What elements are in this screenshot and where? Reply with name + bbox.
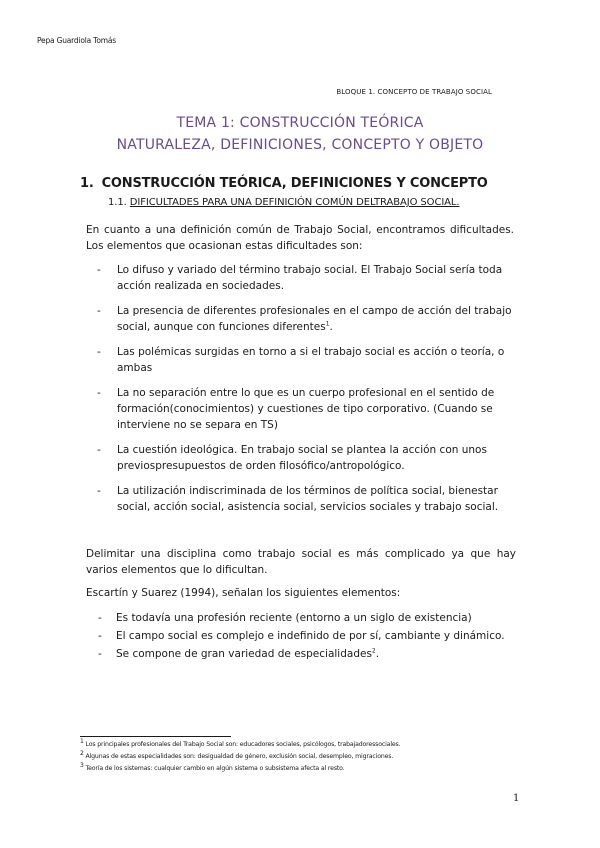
dash-bullet: - bbox=[98, 648, 102, 660]
list-item-text: Las polémicas surgidas en torno a si el trabajo social es acción o teoría, o ambas bbox=[117, 346, 505, 374]
footnote-mark: 3 bbox=[80, 761, 84, 769]
section-number: 1. bbox=[80, 176, 94, 191]
footnote-mark: 2 bbox=[80, 749, 84, 757]
list-item-text: El campo social es complejo e indefinido de por sí, cambiante y dinámico. bbox=[116, 630, 505, 642]
footnote bbox=[80, 749, 394, 760]
dash-bullet: - bbox=[97, 346, 101, 358]
intro-paragraph: En cuanto a una definición común de Trabajo Social, encontramos dificultades. Los elementos que ocasionan estas dificultades son: bbox=[86, 224, 514, 252]
footnote-text: Teoría de los sistemas: cualquier cambio en algún sistema o subsistema afecta al resto. bbox=[85, 765, 345, 772]
dash-bullet: - bbox=[98, 612, 102, 624]
list-item-text: Es todavía una profesión reciente (entorno a un siglo de existencia) bbox=[116, 612, 472, 624]
footnote-separator bbox=[80, 736, 231, 737]
footnote-mark: 1 bbox=[80, 737, 84, 745]
dash-bullet: - bbox=[97, 485, 101, 497]
list-item bbox=[86, 610, 506, 626]
list-item-text: Lo difuso y variado del término trabajo social. El Trabajo Social sería toda acción realizada en sociedades. bbox=[117, 264, 503, 292]
list-item-text-end: . bbox=[329, 321, 333, 333]
page-subtitle: NATURALEZA, DEFINICIONES, CONCEPTO Y OBJETO bbox=[116, 137, 484, 153]
list-item bbox=[86, 628, 506, 644]
list-item bbox=[86, 646, 506, 662]
list-item-text: La utilización indiscriminada de los términos de política social, bienestar social, acción social, asistencia social, servicios sociales y trabajo social. bbox=[117, 485, 499, 513]
citation-paragraph: Escartín y Suarez (1994), señalan los siguientes elementos: bbox=[86, 587, 401, 599]
list-item-text: Se compone de gran variedad de especialidades bbox=[116, 648, 372, 660]
footnote-ref[interactable]: 1 bbox=[325, 320, 330, 328]
header-block-label: BLOQUE 1. CONCEPTO DE TRABAJO SOCIAL bbox=[336, 88, 492, 96]
difficulties-list bbox=[86, 262, 516, 524]
footnote-text: Algunas de estas especialidades son: desigualdad de género, exclusión social, desempleo, migraciones. bbox=[85, 753, 394, 760]
dash-bullet: - bbox=[97, 387, 101, 399]
dash-bullet: - bbox=[97, 264, 101, 276]
footnote-text: Los principales profesionales del Trabajo Social son: educadores sociales, psicólogos, trabajadoressociales. bbox=[85, 741, 401, 748]
dash-bullet: - bbox=[97, 444, 101, 456]
list-item-text: La cuestión ideológica. En trabajo social se plantea la acción con unos previospresupuestos de orden filosófico/antropológico. bbox=[117, 444, 487, 472]
discipline-paragraph: Delimitar una disciplina como trabajo social es más complicado ya que hay varios elementos que lo dificultan. bbox=[86, 548, 516, 576]
subsection-heading bbox=[108, 197, 459, 208]
list-item bbox=[86, 344, 516, 376]
page-title: TEMA 1: CONSTRUCCIÓN TEÓRICA bbox=[176, 115, 424, 131]
section-heading-text: CONSTRUCCIÓN TEÓRICA, DEFINICIONES Y CONCEPTO bbox=[101, 176, 488, 191]
list-item bbox=[86, 262, 516, 294]
subsection-heading-text: DIFICULTADES PARA UNA DEFINICIÓN COMÚN DELTRABAJO SOCIAL. bbox=[129, 197, 460, 208]
dash-bullet: - bbox=[97, 305, 101, 317]
list-item bbox=[86, 303, 516, 335]
list-item-text-end: . bbox=[375, 648, 380, 660]
header-author: Pepa Guardiola Tomás bbox=[37, 36, 116, 45]
footnote-ref[interactable]: 2 bbox=[371, 647, 376, 655]
elements-list bbox=[86, 610, 506, 664]
page-number: 1 bbox=[513, 793, 520, 804]
list-item-text: La presencia de diferentes profesionales en el campo de acción del trabajo social, aunque con funciones diferentes bbox=[117, 305, 512, 333]
list-item bbox=[86, 483, 516, 515]
list-item-text: La no separación entre lo que es un cuerpo profesional en el sentido de formación(conocimientos) y cuestiones de tipo corporativo. (Cuando se interviene no se separa en TS) bbox=[117, 387, 495, 431]
list-item bbox=[86, 442, 516, 474]
footnote bbox=[80, 761, 345, 772]
list-item bbox=[86, 385, 516, 433]
subsection-number: 1.1. bbox=[108, 197, 127, 208]
footnote bbox=[80, 737, 401, 748]
section-heading bbox=[80, 176, 488, 191]
dash-bullet: - bbox=[98, 630, 102, 642]
